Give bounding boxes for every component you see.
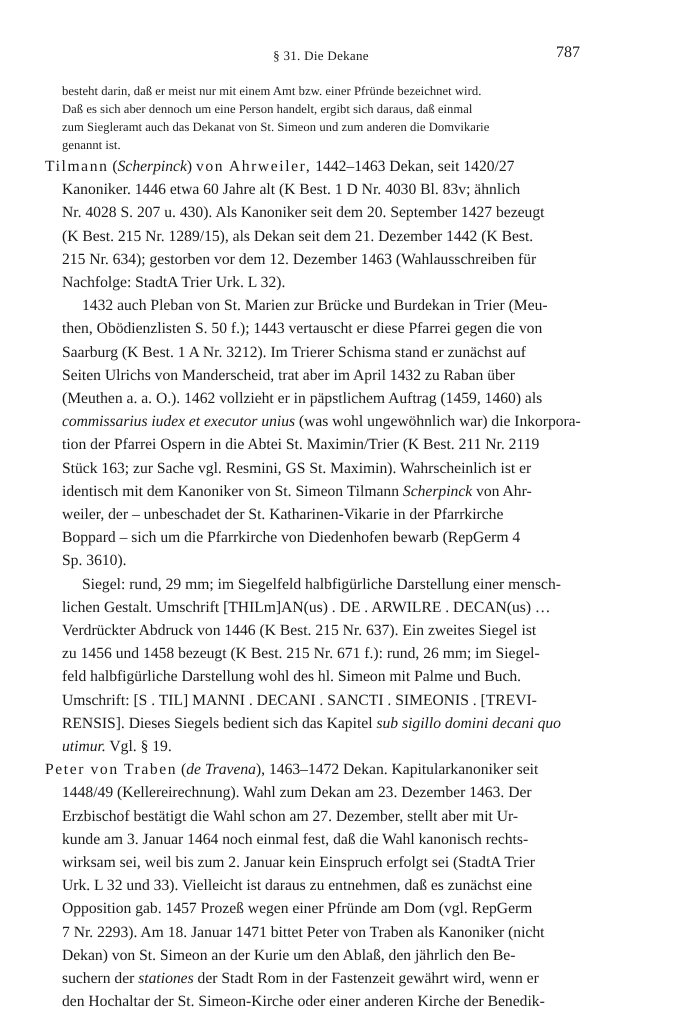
text-line: zum Siegleramt auch das Dekanat von St. Simeon und zum anderen die Domvikarie — [62, 120, 490, 134]
text-line: 215 Nr. 634); gestorben vor dem 12. Dezember 1463 (Wahlausschreiben für — [62, 250, 537, 268]
text-line: lichen Gestalt. Umschrift [THILm]AN(us) . DE . ARWILRE . DECAN(us) … — [62, 598, 551, 616]
text-line: identisch mit dem Kanoniker von St. Simeon Tilmann Scherpinck von Ahr- — [62, 482, 532, 500]
text-line: suchern der stationes der Stadt Rom in der Fastenzeit gewährt wird, wenn er — [62, 970, 539, 987]
text-line: RENSIS]. Dieses Siegels bedient sich das Kapitel sub sigillo domini decani quo — [62, 714, 561, 732]
text-line: (K Best. 215 Nr. 1289/15), als Dekan seit dem 21. Dezember 1442 (K Best. — [62, 227, 534, 245]
text-line: Verdrückter Abdruck von 1446 (K Best. 215 Nr. 637). Ein zweites Siegel ist — [62, 622, 537, 639]
person-name: Peter von Traben — [45, 761, 178, 779]
text-line: Nr. 4028 S. 207 u. 430). Als Kanoniker seit dem 20. September 1427 bezeugt — [62, 204, 545, 222]
page-number: 787 — [556, 44, 580, 61]
text-line: Boppard – sich um die Pfarrkirche von Diedenhofen bewarb (RepGerm 4 — [62, 529, 521, 547]
text-line: den Hochaltar der St. Simeon-Kirche oder einer anderen Kirche der Benedik- — [62, 993, 545, 1011]
text-line: Dekan) von St. Simeon an der Kurie um den Ablaß, den jährlich den Be- — [62, 946, 516, 964]
person-alias: de Travena — [186, 761, 256, 779]
text-line: kunde am 3. Januar 1464 noch einmal fest, daß die Wahl kanonisch rechts- — [62, 830, 529, 848]
text-line: Kanoniker. 1446 etwa 60 Jahre alt (K Best. 1 D Nr. 4030 Bl. 83v; ähnlich — [62, 181, 521, 199]
text-line: commissarius iudex et executor unius (was wohl ungewöhnlich war) die Inkorpora- — [62, 413, 581, 431]
text-line: wirksam sei, weil bis zum 2. Januar kein Einspruch erfolgt sei (StadtA Trier — [62, 854, 535, 871]
person-place: von Ahrweiler, — [196, 158, 312, 175]
text-line: Urk. L 32 und 33). Vielleicht ist daraus zu entnehmen, daß es zunächst eine — [62, 877, 533, 895]
text-line: Umschrift: [S . TIL] MANNI . DECANI . SANCTI . SIMEONIS . [TREVI- — [62, 691, 537, 709]
text-line: Sp. 3610). — [62, 552, 127, 570]
text-line: Seiten Ulrichs von Manderscheid, trat aber im April 1432 zu Raban über — [62, 366, 515, 384]
text-line: Stück 163; zur Sache vgl. Resmini, GS St. Maximin). Wahrscheinlich ist er — [62, 459, 532, 477]
text-line: utimur. Vgl. § 19. — [62, 738, 172, 755]
text-line: feld halbfigürliche Darstellung wohl des hl. Simeon mit Palme und Buch. — [62, 668, 522, 686]
text-line: then, Obödienzlisten S. 50 f.); 1443 vertauscht er diese Pfarrei gegen die von — [62, 320, 543, 338]
person-name: Tilmann — [45, 158, 109, 175]
text-line: zu 1456 und 1458 bezeugt (K Best. 215 Nr. 671 f.): rund, 26 mm; im Siegel- — [62, 645, 540, 663]
text-line: Daß es sich aber dennoch um eine Person handelt, ergibt sich daraus, daß einmal — [62, 102, 473, 116]
running-head: § 31. Die Dekane — [273, 48, 369, 63]
text-line: tion der Pfarrei Ospern in die Abtei St. Maximin/Trier (K Best. 211 Nr. 2119 — [62, 436, 540, 454]
text-line: (Meuthen a. a. O.). 1462 vollzieht er in päpstlichem Auftrag (1459, 1460) als — [62, 390, 543, 407]
text-line: 7 Nr. 2293). Am 18. Januar 1471 bittet Peter von Traben als Kanoniker (nicht — [62, 923, 545, 941]
text-line: 1448/49 (Kellereirechnung). Wahl zum Dekan am 23. Dezember 1463. Der — [62, 784, 532, 802]
text-line: Erzbischof bestätigt die Wahl schon am 27. Dezember, stellt aber mit Ur- — [62, 807, 519, 825]
text-line: 1432 auch Pleban von St. Marien zur Brücke und Burdekan in Trier (Meu- — [82, 297, 548, 315]
text-line: Saarburg (K Best. 1 A Nr. 3212). Im Trierer Schisma stand er zunächst auf — [62, 343, 526, 361]
entry-heading-peter: Peter von Traben (de Travena), 1463–1472 Dekan. Kapitularkanoniker seit — [45, 761, 539, 779]
text-line: genannt ist. — [62, 138, 121, 152]
text-line: Nachfolge: StadtA Trier Urk. L 32). — [62, 274, 286, 291]
text-line: Siegel: rund, 29 mm; im Siegelfeld halbfigürliche Darstellung einer mensch- — [82, 575, 561, 593]
text-line: Opposition gab. 1457 Prozeß wegen einer Pfründe am Dom (vgl. RepGerm — [62, 900, 533, 918]
page-header — [62, 44, 580, 68]
text-line: weiler, der – unbeschadet der St. Katharinen-Vikarie in der Pfarrkirche — [62, 506, 504, 523]
text-line: besteht darin, daß er meist nur mit einem Amt bzw. einer Pfründe bezeichnet wird. — [62, 84, 482, 98]
person-alias: Scherpinck — [117, 158, 187, 175]
entry-heading-tilmann: Tilmann (Scherpinck) von Ahrweiler, 1442–1463 Dekan, seit 1420/27 — [45, 158, 515, 175]
